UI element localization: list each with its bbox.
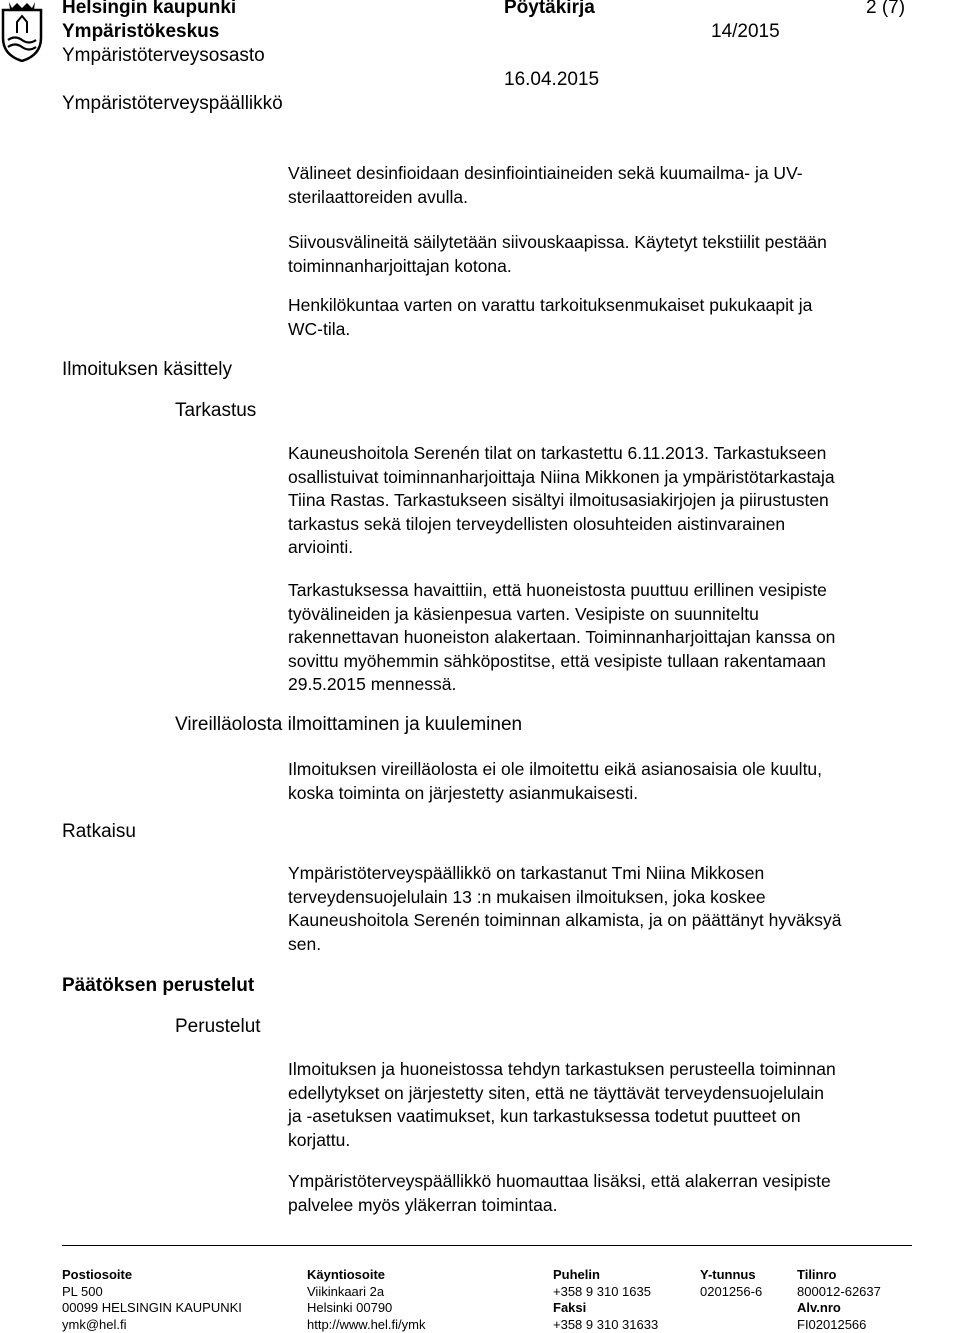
paragraph-findings: Tarkastuksessa havaittiin, että huoneistosta puuttuu erillinen vesipiste työvälineiden ja käsienpesua varten. Vesipiste on suunniteltu rakennettavan huoneiston alakertaan. Toiminnanharjoittajan kanssa on sovittu myöhemmin sähköpostitse, että vesipiste tullaan rakentamaan 29.5.2015 mennessä. <box>288 580 836 694</box>
paragraph-grounds: Ilmoituksen ja huoneistossa tehdyn tarkastuksen perusteella toiminnan edellytykset on järjestetty siten, että ne täyttävät terveydensuojelulain ja -asetuksen vaatimukset, kun tarkastuksessa todetut puutteet on korjattu. <box>288 1059 836 1150</box>
section-tarkastus: Tarkastus <box>175 400 257 421</box>
footer-business-id: Y-tunnus 0201256-6 <box>700 1267 763 1299</box>
page-number: 2 (7) <box>866 0 906 18</box>
footer-postal-address: Postiosoite PL 500 00099 HELSINGIN KAUPUNKI ymk@hel.fi <box>62 1267 242 1332</box>
document-date: 16.04.2015 <box>504 69 600 90</box>
paragraph-decision: Ympäristöterveyspäällikkö on tarkastanut Tmi Niina Mikkosen terveydensuojelulain 13 :n mukaisen ilmoituksen, joka koskee Kauneushoitola Serenén toiminnan alkamista, ja on päättänyt hyväksyä sen. <box>288 863 842 954</box>
paragraph-cleaning: Siivousvälineitä säilytetään siivouskaapissa. Käytetyt tekstiilit pestään toiminnanharjoittajan kotona. <box>288 232 827 276</box>
paragraph-inspection: Kauneushoitola Serenén tilat on tarkastettu 6.11.2013. Tarkastukseen osallistuivat toiminnanharjoittaja Niina Mikkonen ja ympäristötarkastaja Tiina Rastas. Tarkastukseen sisältyi ilmoitusasiakirjojen ja piirustusten tarkastus sekä tilojen terveydellisten olosuhteiden aistinvarainen arviointi. <box>288 443 835 557</box>
section-ilmoituksen-kasittely: Ilmoituksen käsittely <box>62 359 233 380</box>
paragraph-staff: Henkilökuntaa varten on varattu tarkoituksenmukaiset pukukaapit ja WC-tila. <box>288 295 813 339</box>
section-ratkaisu: Ratkaisu <box>62 821 136 842</box>
body-name: Ympäristökeskus <box>62 21 220 42</box>
section-perustelut: Perustelut <box>175 1016 261 1037</box>
minutes-number: 14/2015 <box>711 21 780 42</box>
document-type: Pöytäkirja <box>504 0 595 18</box>
footer-account: Tilinro 800012-62637 Alv.nro FI02012566 <box>797 1267 881 1332</box>
section-vireillaolosta: Vireilläolosta ilmoittaminen ja kuuleminen <box>175 714 523 735</box>
footer-visiting-address: Käyntiosoite Viikinkaari 2a Helsinki 00790 http://www.hel.fi/ymk <box>307 1267 426 1332</box>
paragraph-disinfection: Välineet desinfioidaan desinfiointiaineiden sekä kuumailma- ja UV- sterilaattoreiden avulla. <box>288 163 803 207</box>
footer-phone: Puhelin +358 9 310 1635 Faksi +358 9 310 31633 <box>553 1267 659 1332</box>
paragraph-hearing: Ilmoituksen vireilläolosta ei ole ilmoitettu eikä asianosaisia ole kuultu, koska toiminta on järjestetty asianmukaisesti. <box>288 759 823 803</box>
org-name: Helsingin kaupunki <box>62 0 237 18</box>
helsinki-crest-logo <box>0 0 44 62</box>
paragraph-note: Ympäristöterveyspäällikkö huomauttaa lisäksi, että alakerran vesipiste palvelee myös yläkerran toimintaa. <box>288 1171 831 1215</box>
section-paatoksen-perustelut: Päätöksen perustelut <box>62 975 255 996</box>
footer-divider <box>62 1245 912 1246</box>
official-title: Ympäristöterveyspäällikkö <box>62 93 283 114</box>
department-name: Ympäristöterveysosasto <box>62 45 265 66</box>
